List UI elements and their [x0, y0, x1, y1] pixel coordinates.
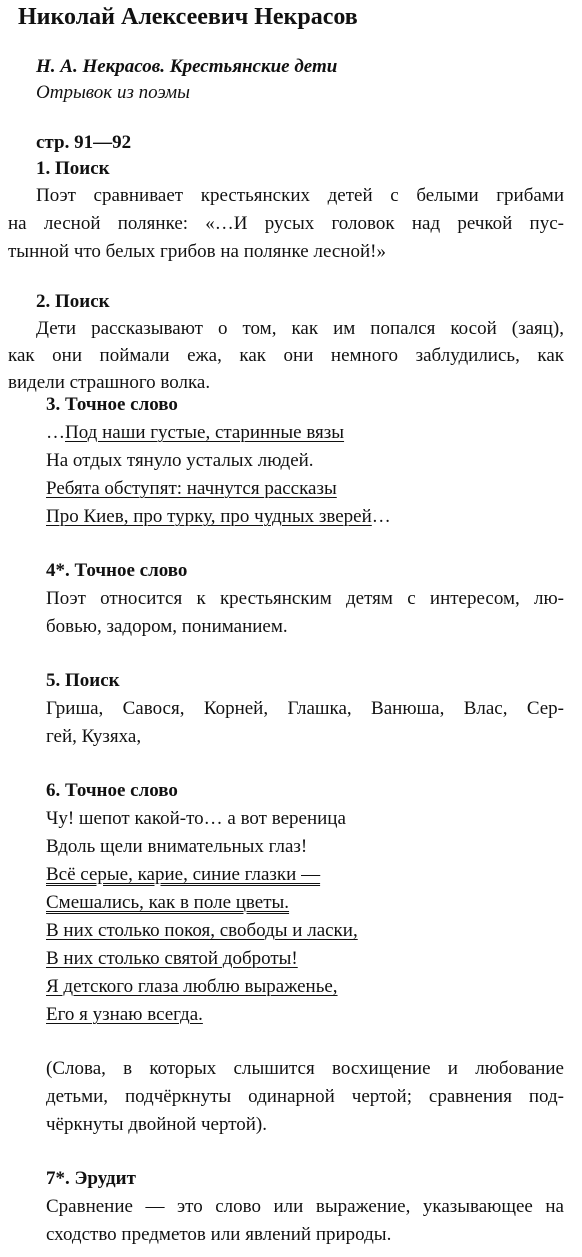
section-3-line-1 — [46, 420, 344, 446]
section-2-line-3: видели страшного волка. — [8, 372, 211, 393]
section-5-line-1: Гриша, Савося, Корней, Глашка, Ванюша, Влас, Сер- — [46, 698, 564, 719]
section-1-line-1: Поэт сравнивает крестьянских детей с белыми грибами — [36, 185, 564, 206]
page-range: стр. 91—92 — [36, 132, 132, 153]
section-4-line-1: Поэт относится к крестьянским детям с интересом, лю- — [46, 588, 564, 609]
poem-line-6: В них столько святой доброты! — [46, 948, 298, 969]
ellipsis-prefix: … — [46, 422, 65, 443]
section-4-heading: 4*. Точное слово — [46, 560, 188, 581]
section-3-heading: 3. Точное слово — [46, 394, 178, 415]
underlined-phrase: Про Киев, про турку, про чудных зверей — [46, 506, 372, 527]
poem-line-1: Чу! шепот какой-то… а вот вереница — [46, 808, 346, 829]
section-4-line-2: бовью, задором, пониманием. — [46, 616, 288, 637]
section-1-heading: 1. Поиск — [36, 158, 110, 179]
poem-line-7: Я детского глаза люблю выраженье, — [46, 976, 338, 997]
section-5-heading: 5. Поиск — [46, 670, 120, 691]
underlined-phrase: Под наши густые, старинные вязы — [65, 422, 345, 443]
section-3-line-4 — [46, 504, 391, 530]
section-2-heading: 2. Поиск — [36, 291, 110, 312]
section-6-heading: 6. Точное слово — [46, 780, 178, 801]
poem-line-4: Смешались, как в поле цветы. — [46, 892, 290, 913]
section-3-line-2: На отдых тянуло усталых людей. — [46, 450, 314, 471]
section-7-line-2: сходство предметов или явлений природы. — [46, 1224, 392, 1245]
section-1-line-2: на лесной полянке: «…И русых головок над речкой пус- — [8, 213, 564, 234]
poem-line-2: Вдоль щели внимательных глаз! — [46, 836, 308, 857]
section-3-line-3: Ребята обступят: начнутся рассказы — [46, 478, 337, 499]
section-1-line-3: тынной что белых грибов на полянке лесной!» — [8, 241, 386, 262]
note-line-2: детьми, подчёркнуты одинарной чертой; сравнения под- — [46, 1086, 564, 1107]
work-title: Н. А. Некрасов. Крестьянские дети — [36, 56, 338, 77]
poem-line-5: В них столько покоя, свободы и ласки, — [46, 920, 358, 941]
section-2-line-2: как они поймали ежа, как они немного заблудились, как — [8, 345, 564, 366]
work-subtitle: Отрывок из поэмы — [36, 82, 191, 103]
section-2-line-1: Дети рассказывают о том, как им попался косой (заяц), — [36, 318, 564, 339]
section-7-heading: 7*. Эрудит — [46, 1168, 136, 1189]
section-7-line-1: Сравнение — это слово или выражение, указывающее на — [46, 1196, 564, 1217]
ellipsis-suffix: … — [371, 506, 391, 527]
note-line-1: (Слова, в которых слышится восхищение и любование — [46, 1058, 564, 1079]
section-5-line-2: гей, Кузяха, — [46, 726, 142, 747]
poem-line-8: Его я узнаю всегда. — [46, 1004, 203, 1025]
note-line-3: чёркнуты двойной чертой). — [46, 1114, 268, 1135]
page-title: Николай Алексеевич Некрасов — [18, 4, 358, 30]
poem-line-3: Всё серые, карие, синие глазки — — [46, 864, 321, 885]
